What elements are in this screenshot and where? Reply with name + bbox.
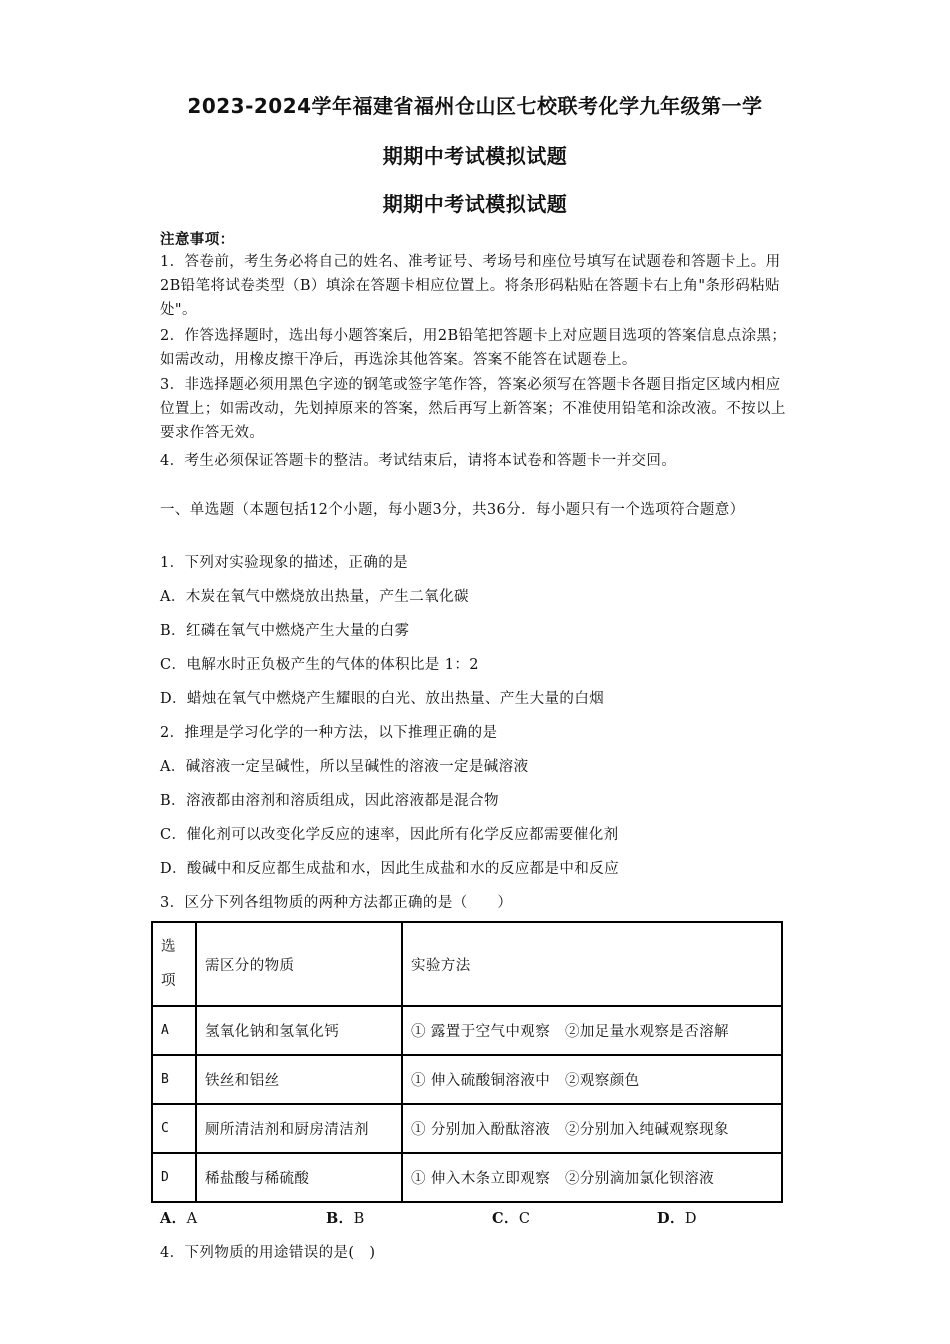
q1-option-a: A．木炭在氧气中燃烧放出热量，产生二氧化碳 [160,589,469,605]
q3-answer-c-value: C [518,1211,531,1227]
q1-option-d: D．蜡烛在氧气中燃烧产生耀眼的白光、放出热量、产生大量的白烟 [160,691,605,707]
q3-answer-b-label: B． [326,1210,354,1227]
q3-row-method: ① 伸入硫酸铜溶液中 ②观察颜色 [402,1055,782,1104]
q3-row-substances: 铁丝和铝丝 [196,1055,402,1104]
q3-header-option [152,922,196,1006]
q3-answer-b [326,1207,365,1228]
q3-row-option: D [152,1153,196,1202]
table-row [152,1055,782,1104]
q3-answer-c-label: C． [492,1210,519,1227]
section-heading: 一、单选题（本题包括12个小题，每小题3分，共36分．每小题只有一个选项符合题意） [160,502,745,518]
q2-stem: 2．推理是学习化学的一种方法，以下推理正确的是 [160,725,498,741]
q3-answer-a [160,1207,197,1228]
q2-option-d: D．酸碱中和反应都生成盐和水，因此生成盐和水的反应都是中和反应 [160,861,620,877]
q3-header-option-line-2: 项 [161,973,176,989]
q3-table-header-row [152,922,782,1006]
exam-title-line-3: 期期中考试模拟试题 [382,192,568,216]
notice-item-1: 1．答卷前，考生务必将自己的姓名、准考证号、考场号和座位号填写在试题卷和答题卡上。用2B铅笔将试卷类型（B）填涂在答题卡相应位置上。将条形码粘贴在答题卡右上角"条形码粘贴处"。 [160,254,781,318]
q3-row-method: ① 露置于空气中观察 ②加足量水观察是否溶解 [402,1006,782,1055]
q3-header-option-line-1: 选 [161,939,176,955]
q3-answer-d-value: D [684,1211,697,1227]
q3-answer-b-value: B [353,1211,365,1227]
q3-header-method: 实验方法 [402,922,782,1006]
q3-table [151,921,783,1203]
q3-row-option: C [152,1104,196,1153]
q3-row-substances: 稀盐酸与稀硫酸 [196,1153,402,1202]
notice-heading: 注意事项： [160,231,235,248]
exam-title-line-1: 2023-2024学年福建省福州仓山区七校联考化学九年级第一学 [187,94,763,118]
table-row [152,1006,782,1055]
q3-answer-d [657,1207,697,1228]
q1-stem: 1．下列对实验现象的描述，正确的是 [160,555,409,571]
notice-item-2: 2．作答选择题时，选出每小题答案后，用2B铅笔把答题卡上对应题目选项的答案信息点涂黑；如需改动，用橡皮擦干净后，再选涂其他答案。答案不能答在试题卷上。 [160,328,787,368]
q4-stem: 4．下列物质的用途错误的是( ) [160,1245,376,1261]
q3-row-option: A [152,1006,196,1055]
table-row [152,1153,782,1202]
notice-item-4: 4．考生必须保证答题卡的整洁。考试结束后，请将本试卷和答题卡一并交回。 [160,453,677,469]
q3-row-substances: 厕所清洁剂和厨房清洁剂 [196,1104,402,1153]
q3-answer-a-label: A． [160,1210,187,1227]
q3-row-method: ① 分别加入酚酞溶液 ②分别加入纯碱观察现象 [402,1104,782,1153]
q1-option-b: B．红磷在氧气中燃烧产生大量的白雾 [160,623,410,639]
q3-answer-a-value: A [186,1211,198,1227]
q3-answer-c [492,1207,530,1228]
table-row [152,1104,782,1153]
q1-option-c: C．电解水时正负极产生的气体的体积比是 1：2 [160,657,479,673]
q2-option-c: C．催化剂可以改变化学反应的速率，因此所有化学反应都需要催化剂 [160,827,619,843]
q3-row-option: B [152,1055,196,1104]
q3-header-substances: 需区分的物质 [196,922,402,1006]
q3-stem: 3．区分下列各组物质的两种方法都正确的是（ ） [160,895,513,911]
q3-row-method: ① 伸入木条立即观察 ②分别滴加氯化钡溶液 [402,1153,782,1202]
exam-title-line-2: 期期中考试模拟试题 [382,144,568,168]
q3-answer-d-label: D． [657,1210,685,1227]
notice-item-3: 3．非选择题必须用黑色字迹的钢笔或签字笔作答，答案必须写在答题卡各题目指定区域内相应位置上；如需改动，先划掉原来的答案，然后再写上新答案；不准使用铅笔和涂改液。不按以上要求作答无效。 [160,377,786,441]
q2-option-a: A．碱溶液一定呈碱性，所以呈碱性的溶液一定是碱溶液 [160,759,529,775]
q3-row-substances: 氢氧化钠和氢氧化钙 [196,1006,402,1055]
q2-option-b: B．溶液都由溶剂和溶质组成，因此溶液都是混合物 [160,793,499,809]
